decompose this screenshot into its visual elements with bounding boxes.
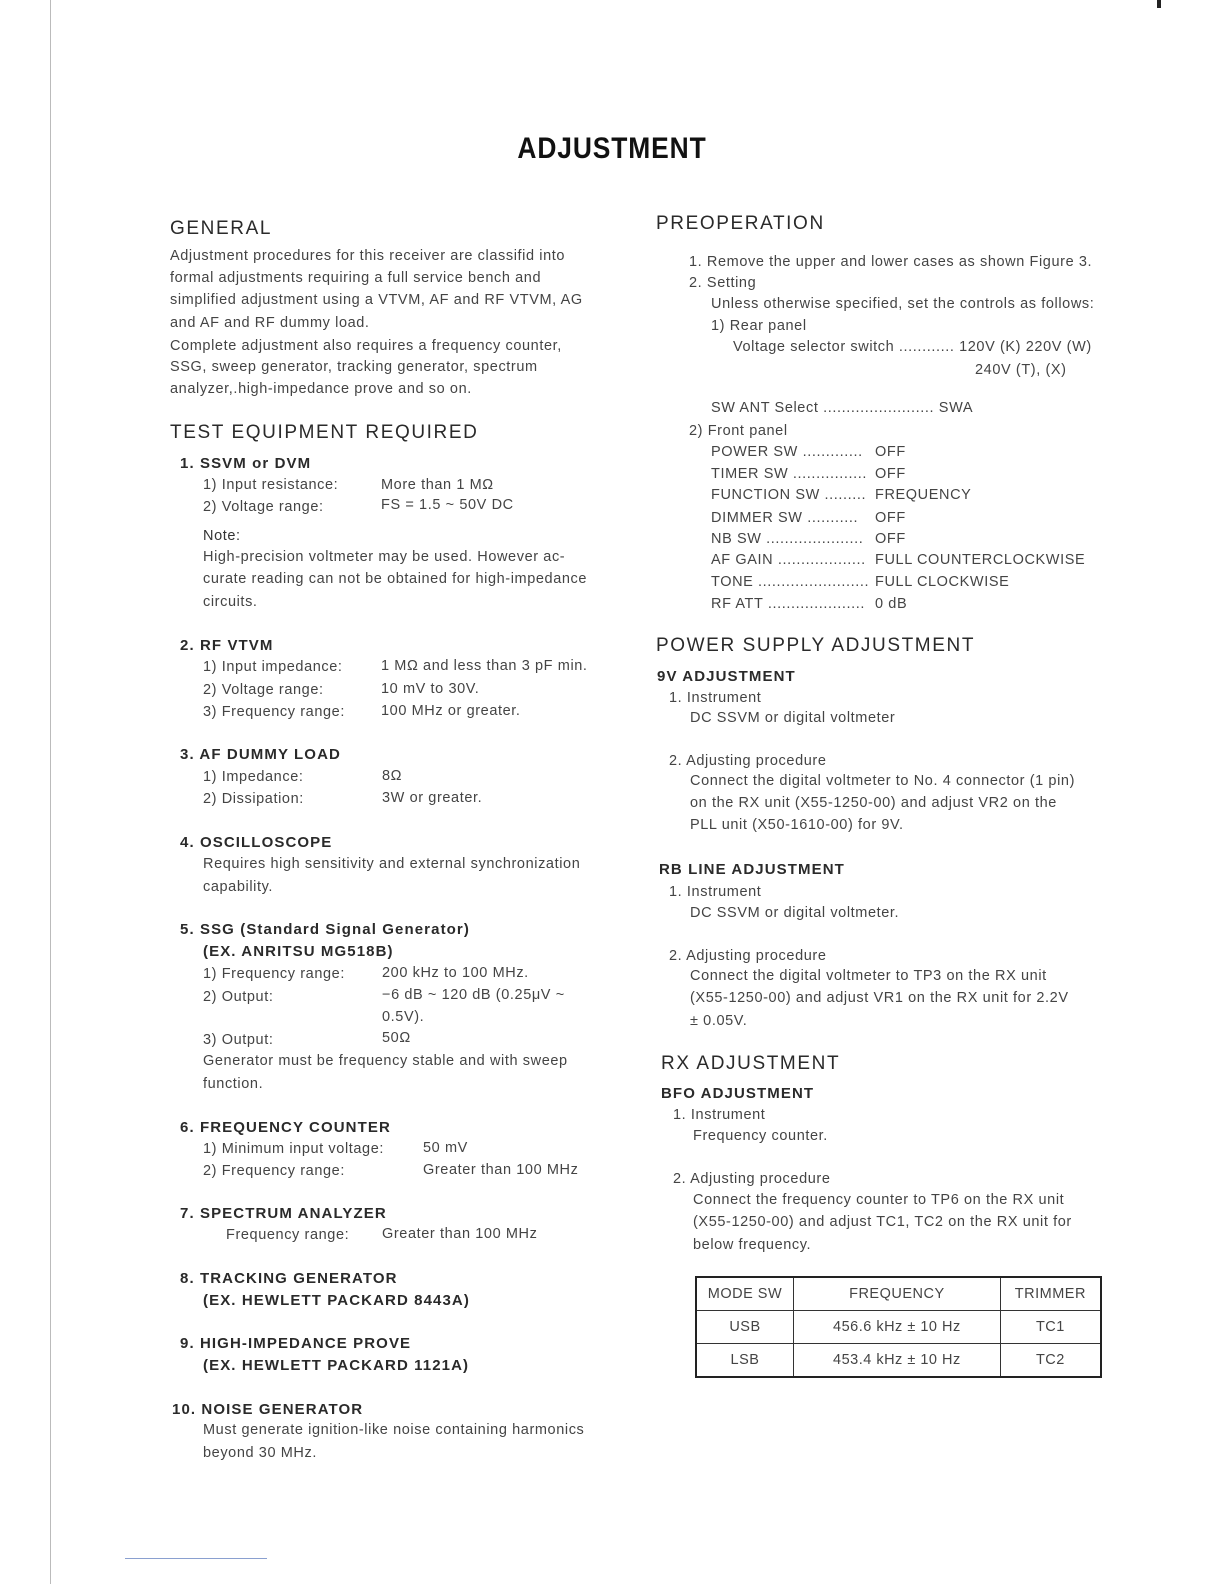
step-text: below frequency.	[693, 1237, 812, 1253]
equipment-title: 6. FREQUENCY COUNTER	[180, 1119, 391, 1136]
control-value: 0 dB	[875, 596, 908, 612]
equipment-title: 2. RF VTVM	[180, 637, 274, 654]
step-text: DC SSVM or digital voltmeter	[690, 710, 896, 726]
voltage-selector: Voltage selector switch ............ 120V (K) 220V (W)	[733, 339, 1092, 355]
equipment-text: beyond 30 MHz.	[203, 1445, 317, 1461]
step-text: (X55-1250-00) and adjust TC1, TC2 on the RX unit for	[693, 1214, 1072, 1230]
corner-mark	[1157, 0, 1161, 8]
control-value: FULL CLOCKWISE	[875, 574, 1010, 590]
equipment-title: 5. SSG (Standard Signal Generator)	[180, 921, 470, 938]
table-row	[696, 1344, 1101, 1378]
step-text: Connect the digital voltmeter to TP3 on the RX unit	[690, 968, 1047, 984]
table-header-cell: TRIMMER	[1000, 1277, 1101, 1311]
spec-value: 50Ω	[382, 1030, 411, 1046]
rx-heading: RX ADJUSTMENT	[661, 1053, 841, 1074]
spec-label: 1) Input impedance:	[203, 659, 343, 675]
note-line: circuits.	[203, 594, 258, 610]
adjustment-subheading: 9V ADJUSTMENT	[657, 668, 796, 685]
spec-value: 1 MΩ and less than 3 pF min.	[381, 658, 588, 674]
spec-value: −6 dB ~ 120 dB (0.25μV ~	[382, 987, 565, 1003]
equipment-title: 7. SPECTRUM ANALYZER	[180, 1205, 387, 1222]
spec-value: 10 mV to 30V.	[381, 681, 480, 697]
equipment-title: (EX. HEWLETT PACKARD 8443A)	[203, 1292, 470, 1309]
equipment-text: Generator must be frequency stable and with sweep	[203, 1053, 568, 1069]
power-supply-heading: POWER SUPPLY ADJUSTMENT	[656, 635, 976, 656]
spec-value: 200 kHz to 100 MHz.	[382, 965, 529, 981]
spec-label: Frequency range:	[226, 1227, 350, 1243]
spec-label: 2) Voltage range:	[203, 499, 324, 515]
spec-label: 2) Output:	[203, 989, 274, 1005]
general-line: formal adjustments requiring a full service bench and	[170, 270, 542, 286]
equipment-text: Must generate ignition-like noise containing harmonics	[203, 1422, 585, 1438]
equipment-title: 1. SSVM or DVM	[180, 455, 312, 472]
front-panel-label: 2) Front panel	[689, 423, 788, 439]
control-name: NB SW .....................	[711, 531, 864, 547]
general-line: and AF and RF dummy load.	[170, 315, 370, 331]
voltage-selector-cont: 240V (T), (X)	[975, 362, 1067, 378]
equipment-title: 8. TRACKING GENERATOR	[180, 1270, 398, 1287]
general-line: simplified adjustment using a VTVM, AF and RF VTVM, AG	[170, 292, 583, 308]
table-header-cell: FREQUENCY	[793, 1277, 1000, 1311]
spec-label: 1) Minimum input voltage:	[203, 1141, 385, 1157]
preoperation-text: Unless otherwise specified, set the controls as follows:	[711, 296, 1095, 312]
general-line: Adjustment procedures for this receiver are classifid into	[170, 248, 566, 264]
step-text: Connect the frequency counter to TP6 on the RX unit	[693, 1192, 1065, 1208]
step-label: 2. Adjusting procedure	[669, 753, 827, 769]
step-label: 1. Instrument	[673, 1107, 766, 1123]
note-line: curate reading can not be obtained for high-impedance	[203, 571, 588, 587]
control-name: TIMER SW ................	[711, 466, 867, 482]
table-header-row	[696, 1277, 1101, 1311]
spec-label: 1) Frequency range:	[203, 966, 345, 982]
table-header-cell: MODE SW	[696, 1277, 793, 1311]
equipment-title: (EX. HEWLETT PACKARD 1121A)	[203, 1357, 470, 1374]
step-label: 2. Adjusting procedure	[673, 1171, 831, 1187]
control-name: POWER SW .............	[711, 444, 863, 460]
spec-value: 0.5V).	[382, 1009, 425, 1025]
spec-value: 50 mV	[423, 1140, 468, 1156]
adjustment-subheading: RB LINE ADJUSTMENT	[659, 861, 845, 878]
control-value: FULL COUNTERCLOCKWISE	[875, 552, 1086, 568]
test-equipment-heading: TEST EQUIPMENT REQUIRED	[170, 422, 479, 443]
spec-value: More than 1 MΩ	[381, 477, 494, 493]
spec-label: 2) Dissipation:	[203, 791, 304, 807]
spec-label: 3) Frequency range:	[203, 704, 345, 720]
control-value: FREQUENCY	[875, 487, 972, 503]
step-text: DC SSVM or digital voltmeter.	[690, 905, 900, 921]
equipment-title: 4. OSCILLOSCOPE	[180, 834, 333, 851]
spec-value: FS = 1.5 ~ 50V DC	[381, 497, 514, 513]
step-text: PLL unit (X50-1610-00) for 9V.	[690, 817, 904, 833]
control-name: AF GAIN ...................	[711, 552, 866, 568]
spec-label: 1) Input resistance:	[203, 477, 339, 493]
step-text: Frequency counter.	[693, 1128, 828, 1144]
step-label: 1. Instrument	[669, 690, 762, 706]
control-value: OFF	[875, 531, 906, 547]
spec-value: 100 MHz or greater.	[381, 703, 521, 719]
general-line: Complete adjustment also requires a frequency counter,	[170, 338, 562, 354]
control-value: OFF	[875, 444, 906, 460]
spec-value: 8Ω	[382, 768, 403, 784]
table-cell: LSB	[696, 1344, 793, 1378]
footer-rule	[125, 1558, 267, 1559]
control-name: FUNCTION SW .........	[711, 487, 867, 503]
adjustment-subheading: BFO ADJUSTMENT	[661, 1085, 815, 1102]
equipment-text: function.	[203, 1076, 264, 1092]
spec-value: 3W or greater.	[382, 790, 483, 806]
equipment-text: capability.	[203, 879, 274, 895]
equipment-title: 3. AF DUMMY LOAD	[180, 746, 341, 763]
page-title: ADJUSTMENT	[517, 132, 707, 165]
equipment-text: Requires high sensitivity and external synchronization	[203, 856, 581, 872]
step-text: (X55-1250-00) and adjust VR1 on the RX unit for 2.2V	[690, 990, 1069, 1006]
binding-line	[50, 0, 51, 1584]
table-row	[696, 1311, 1101, 1344]
table-cell: USB	[696, 1311, 793, 1344]
spec-label: 2) Voltage range:	[203, 682, 324, 698]
equipment-title: 9. HIGH-IMPEDANCE PROVE	[180, 1335, 412, 1352]
control-name: RF ATT .....................	[711, 596, 866, 612]
bfo-frequency-table	[695, 1276, 1102, 1378]
preoperation-step: 2. Setting	[689, 275, 757, 291]
note-title: Note:	[203, 528, 241, 544]
spec-label: 1) Impedance:	[203, 769, 304, 785]
equipment-title: 10. NOISE GENERATOR	[172, 1401, 364, 1418]
note-line: High-precision voltmeter may be used. However ac-	[203, 549, 566, 565]
general-line: analyzer,.high-impedance prove and so on.	[170, 381, 472, 397]
general-heading: GENERAL	[170, 218, 273, 239]
step-label: 2. Adjusting procedure	[669, 948, 827, 964]
preoperation-heading: PREOPERATION	[656, 213, 825, 234]
step-text: Connect the digital voltmeter to No. 4 connector (1 pin)	[690, 773, 1076, 789]
control-value: OFF	[875, 510, 906, 526]
control-name: DIMMER SW ...........	[711, 510, 859, 526]
table-cell: 456.6 kHz ± 10 Hz	[793, 1311, 1000, 1344]
spec-label: 3) Output:	[203, 1032, 274, 1048]
step-label: 1. Instrument	[669, 884, 762, 900]
sw-ant-select: SW ANT Select ........................ SWA	[711, 400, 974, 416]
preoperation-step: 1. Remove the upper and lower cases as shown Figure 3.	[689, 254, 1093, 270]
table-cell: TC1	[1000, 1311, 1101, 1344]
control-value: OFF	[875, 466, 906, 482]
table-cell: 453.4 kHz ± 10 Hz	[793, 1344, 1000, 1378]
control-name: TONE ........................	[711, 574, 870, 590]
rear-panel-label: 1) Rear panel	[711, 318, 807, 334]
step-text: ± 0.05V.	[690, 1013, 748, 1029]
spec-value: Greater than 100 MHz	[423, 1162, 579, 1178]
spec-value: Greater than 100 MHz	[382, 1226, 538, 1242]
table-cell: TC2	[1000, 1344, 1101, 1378]
general-line: SSG, sweep generator, tracking generator, spectrum	[170, 359, 538, 375]
step-text: on the RX unit (X55-1250-00) and adjust VR2 on the	[690, 795, 1057, 811]
equipment-title: (EX. ANRITSU MG518B)	[203, 943, 394, 960]
spec-label: 2) Frequency range:	[203, 1163, 345, 1179]
